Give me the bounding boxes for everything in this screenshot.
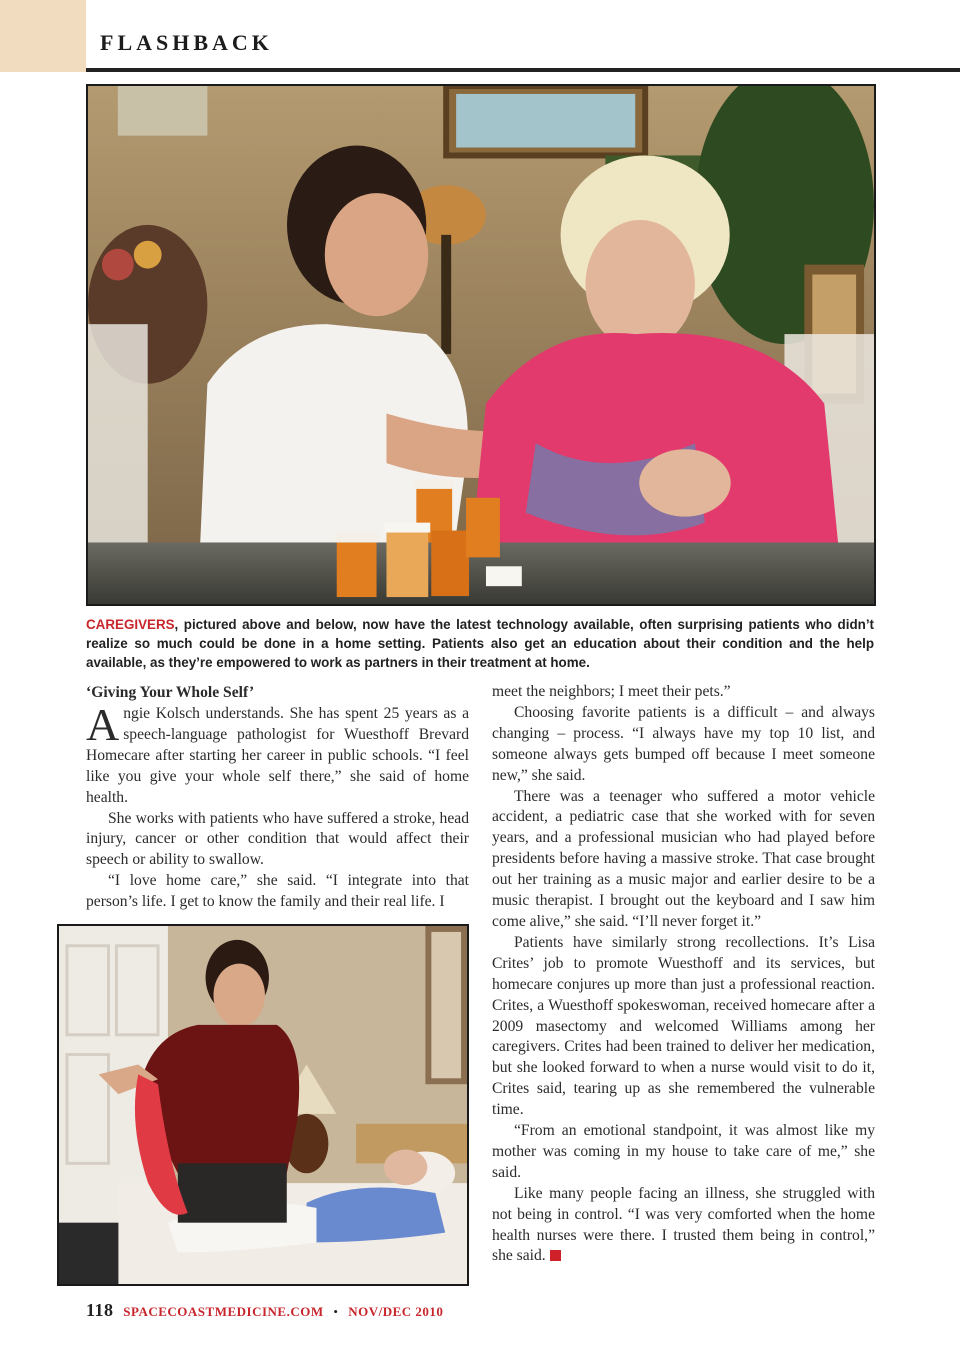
therapist-photo-bottom bbox=[57, 924, 469, 1286]
paragraph-8 bbox=[492, 1184, 875, 1268]
article-subhead: ‘Giving Your Whole Self’ bbox=[86, 684, 255, 701]
photo-caption bbox=[86, 615, 874, 672]
page-footer bbox=[86, 1300, 443, 1321]
footer-issue: NOV/DEC 2010 bbox=[348, 1304, 444, 1319]
caption-lead: CAREGIVERS bbox=[86, 617, 175, 632]
footer-separator: • bbox=[333, 1304, 339, 1319]
drop-cap: A bbox=[86, 699, 120, 750]
end-mark-icon bbox=[550, 1250, 561, 1261]
paragraph-8-text: Like many people facing an illness, she struggled with not being in control. “I was very comforted when the home health nurses were there. I trusted them being in control,” she said. bbox=[492, 1184, 875, 1265]
paragraph-3-continued: meet the neighbors; I meet their pets.” bbox=[492, 683, 731, 700]
article-column-right bbox=[492, 682, 875, 1267]
paragraph-1 bbox=[86, 699, 469, 809]
paragraph-5: There was a teenager who suffered a motor vehicle accident, a pediatric case that she worked with for seven years, and a professional musician who had played before presidents before having a massive stroke. That case brought out her training as a music major and earlier desire to be a music therapist. I brought out the keyboard and I saw him come alive,” she said. “I’ll never forget it.” bbox=[492, 787, 875, 930]
paragraph-3: “I love home care,” she said. “I integrate into that person’s life. I get to know the family and their real life. I bbox=[86, 872, 469, 911]
paragraph-7: “From an emotional standpoint, it was almost like my mother was coming in my house to take care of me,” she said. bbox=[492, 1122, 875, 1181]
paragraph-4: Choosing favorite patients is a difficult – and always changing – process. “I always have my top 10 list, and someone always gets bumped off because I meet someone new,” she said. bbox=[492, 703, 875, 784]
header-rule bbox=[86, 68, 960, 72]
caption-text: , pictured above and below, now have the latest technology available, often surprising patients who didn’t realize so much could be done in a home setting. Patients also get an education about their condition and the help available, as they’re empowered to work as partners in their treatment at home. bbox=[86, 617, 874, 670]
section-title: FLASHBACK bbox=[100, 30, 273, 55]
footer-site: SPACECOASTMEDICINE.COM bbox=[123, 1304, 324, 1319]
paragraph-6: Patients have similarly strong recollections. It’s Lisa Crites’ job to promote Wuesthoff and its services, but homecare conjures up more than just a professional reaction. Crites, a Wuesthoff spokeswoman, received homecare after a 2009 masectomy and welcomed Williams among her caregivers. Crites had been trained to deliver her medication, but she looked forward to when a nurse would visit to do it, Crites said, tearing up as she remembered the vulnerable time. bbox=[492, 933, 875, 1119]
page-number: 118 bbox=[86, 1300, 114, 1320]
caregiver-photo-top bbox=[86, 84, 876, 606]
paragraph-2: She works with patients who have suffered a stroke, head injury, cancer or other condition that would affect their speech or ability to swallow. bbox=[86, 809, 469, 869]
article-column-left bbox=[86, 682, 469, 913]
section-tab bbox=[0, 0, 86, 72]
paragraph-1-text: ngie Kolsch understands. She has spent 25 years as a speech-language pathologist for Wuesthoff Brevard Homecare after starting her career in public schools. “I feel like you give your whole self there,” she said of home health. bbox=[86, 705, 469, 806]
